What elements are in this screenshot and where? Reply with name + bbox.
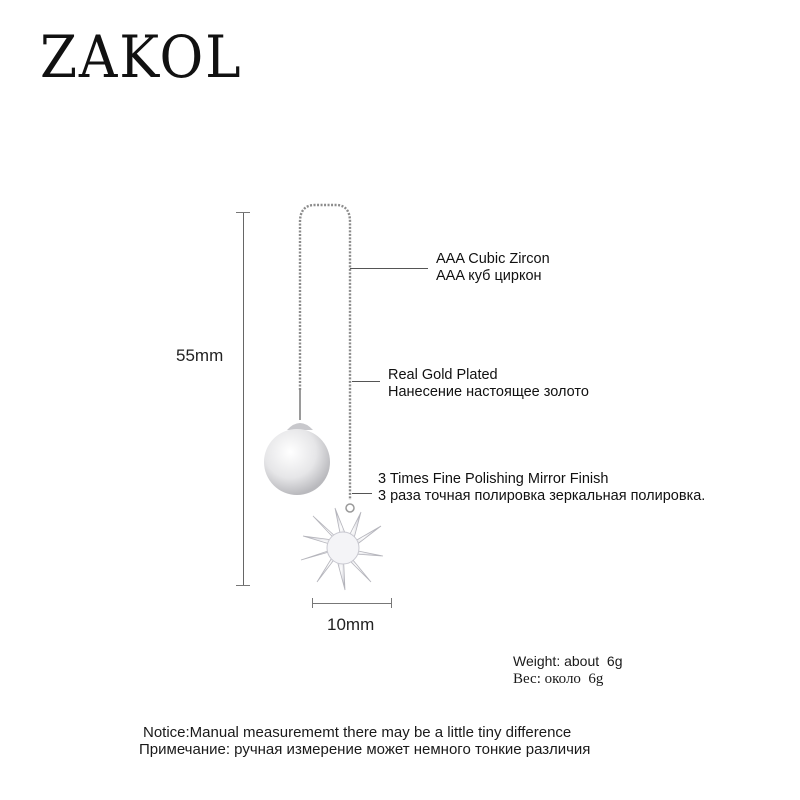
length-label: 55mm xyxy=(176,346,224,365)
length-dimension-line xyxy=(243,212,244,585)
width-label: 10mm xyxy=(327,615,375,634)
zircon-flower xyxy=(301,508,383,590)
weight-ru: Вес: около 6g xyxy=(513,671,604,687)
callout-gold-en: Real Gold Plated xyxy=(388,367,498,383)
callout-zircon xyxy=(436,251,550,285)
notice-ru: Примечание: ручная измерение может немного тонкие различия xyxy=(139,741,591,758)
callout-zircon-ru: AAA куб циркон xyxy=(436,268,542,284)
callout-leader-1 xyxy=(350,268,428,269)
callout-polish xyxy=(378,471,705,505)
notice-en: Notice:Manual measurememt there may be a little tiny difference xyxy=(143,724,572,741)
weight-en: Weight: about 6g xyxy=(513,653,623,669)
callout-zircon-en: AAA Cubic Zircon xyxy=(436,251,550,267)
measurement-notice xyxy=(139,724,591,758)
width-dimension-line xyxy=(312,603,392,604)
callout-polish-en: 3 Times Fine Polishing Mirror Finish xyxy=(378,471,609,487)
weight-info xyxy=(513,652,622,688)
callout-polish-ru: 3 раза точная полировка зеркальная полировка. xyxy=(378,488,706,504)
pearl xyxy=(264,429,330,495)
callout-gold xyxy=(388,367,589,401)
callout-gold-ru: Нанесение настоящее золото xyxy=(388,384,589,400)
callout-leader-3 xyxy=(352,493,372,494)
callout-leader-2 xyxy=(352,381,380,382)
brand-logo: ZAKOL xyxy=(40,23,243,91)
